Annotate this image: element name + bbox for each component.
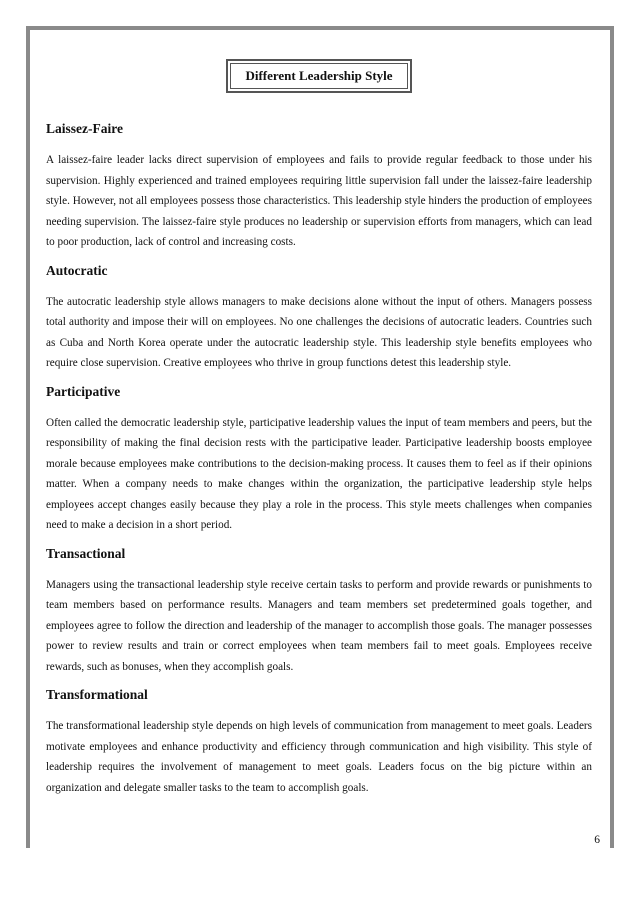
page-border-right [610,26,614,848]
section-body: Often called the democratic leadership style, participative leadership values the input of team members and peers, but the responsibility of making the final decision rests with the participative leader. Participative leadership boosts employee morale because employees make contributions to the decision-making process. It causes them to feel as if their opinions matter. When a company needs to make changes within the organization, the participative leadership style helps employees accept changes easily because they play a role in the process. This style meets challenges when companies need to make a decision in a short period. [46,416,592,531]
section-body: The autocratic leadership style allows managers to make decisions alone without the input of others. Managers possess total authority and impose their will on employees. No one challenges the decisions of autocratic leaders. Countries such as Cuba and North Korea operate under the autocratic leadership style. This leadership style benefits employees who require close supervision. Creative employees who thrive in group functions detest this leadership style. [46,295,592,369]
section-participative [46,383,592,536]
section-transactional [46,545,592,678]
title-box [226,59,412,93]
section-transformational [46,686,592,798]
section-laissez-faire [46,120,592,253]
document-content [46,120,592,807]
section-heading: Autocratic [46,262,108,278]
section-body: A laissez-faire leader lacks direct supervision of employees and fails to provide regular feedback to those under his supervision. Highly experienced and trained employees requiring little supervision fall under the laissez-faire leadership style. However, not all employees possess those characteristics. This leadership style hinders the production of employees needing supervision. The laissez-faire style produces no leadership or supervision efforts from managers, which can lead to poor production, lack of control and increasing costs. [46,154,592,248]
page-border-top [26,26,614,30]
section-heading: Laissez-Faire [46,121,123,136]
page-title: Different Leadership Style [230,63,408,89]
section-autocratic [46,262,592,374]
section-heading: Participative [46,383,121,399]
page-border-left [26,26,30,848]
section-body: Managers using the transactional leadership style receive certain tasks to perform and provide rewards or punishments to team members based on performance results. Managers and team members set predetermined goals together, and employees agree to follow the direction and leadership of the manager to accomplish those goals. The manager possesses power to review results and train or correct employees when team members fail to meet goals. Employees receive rewards, such as bonuses, when they accomplish goals. [46,578,592,673]
section-heading: Transformational [46,687,148,702]
section-heading: Transactional [46,545,126,561]
page-number: 6 [594,834,600,846]
section-body: The transformational leadership style depends on high levels of communication from management to meet goals. Leaders motivate employees and enhance productivity and efficiency through communication and high visibility. This style of leadership requires the involvement of management to meet goals. Leaders focus on the big picture within an organization and delegate smaller tasks to the team to accomplish goals. [46,720,592,794]
